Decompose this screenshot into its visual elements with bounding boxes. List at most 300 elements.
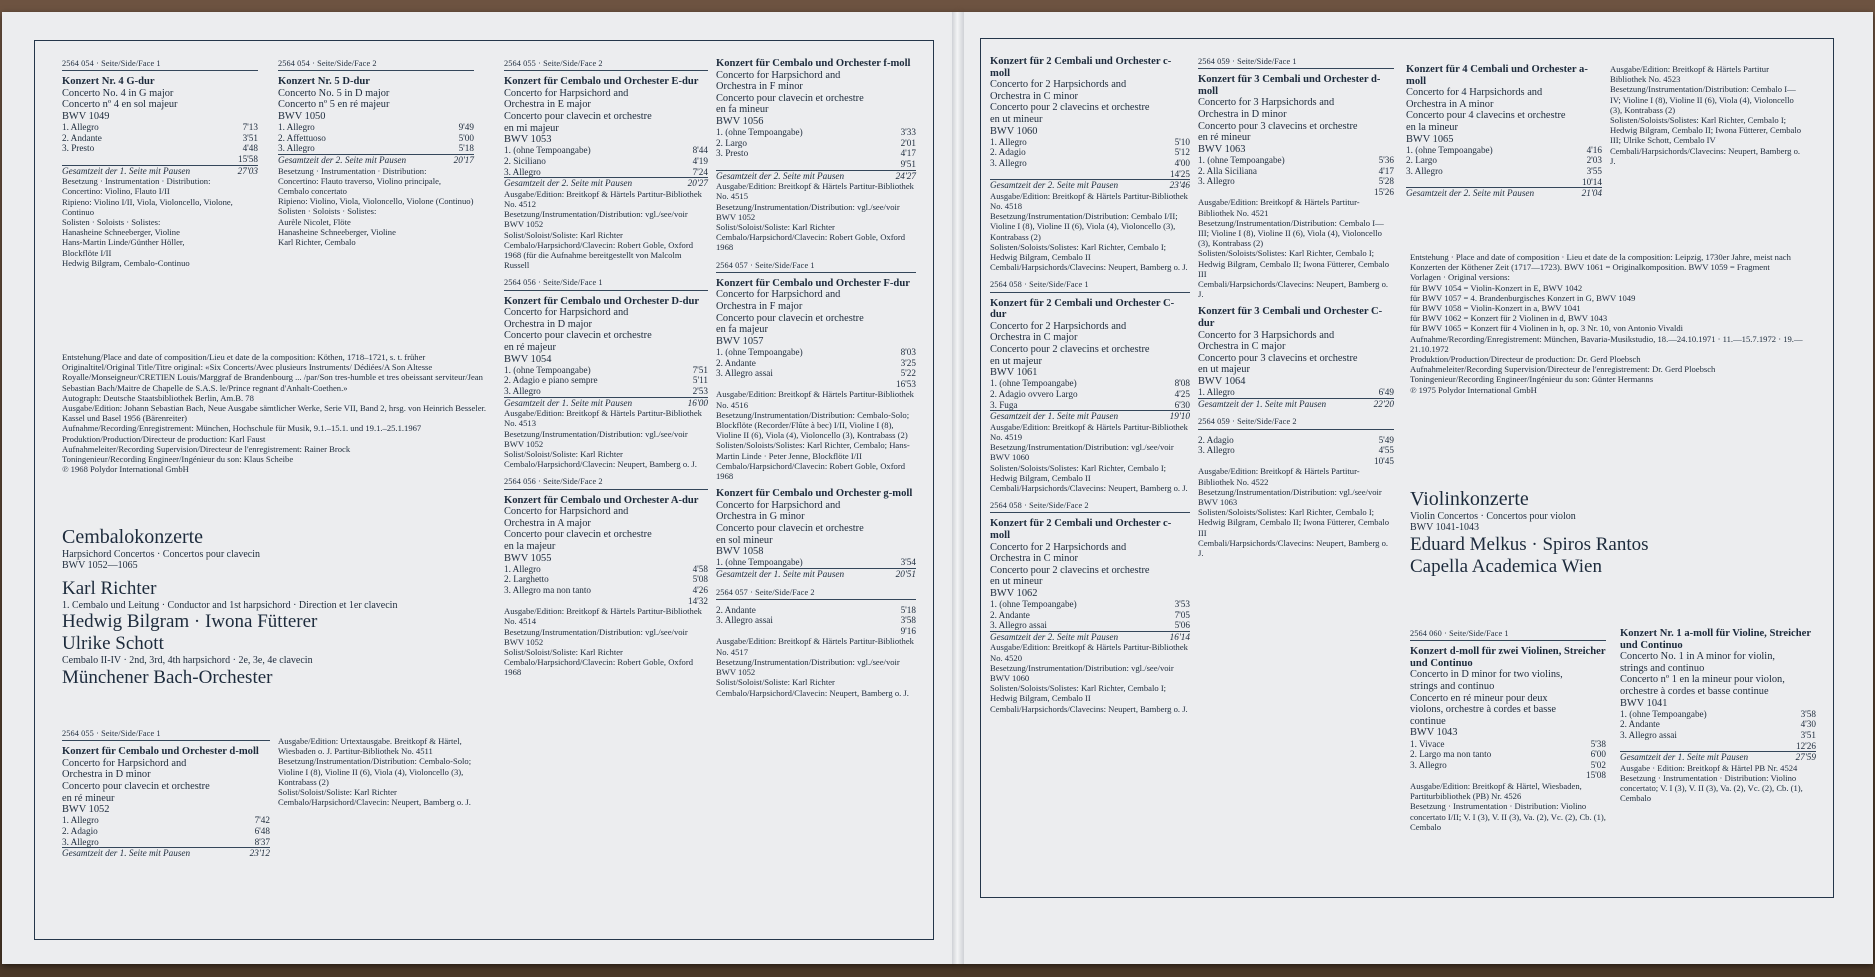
- track-duration: 5'22: [900, 368, 916, 379]
- side-total-row: [1406, 187, 1602, 199]
- credit-line: Ausgabe/Edition: Breitkopf & Härtel, Wiesbaden, Partiturbibliothek (PB) Nr. 4526: [1410, 780, 1582, 802]
- credit-line: Besetzung/Instrumentation/Distribution: vgl./see/voir BWV 1052: [716, 656, 900, 678]
- orchestra-capella: Capella Academica Wien: [1410, 555, 1602, 577]
- concerto-subtitle: Concerto for 2 Harpsichords and: [990, 79, 1127, 91]
- concerto-subtitle: Concerto No. 5 in D major: [278, 87, 390, 99]
- concerto-subtitle: Concerto pour clavecin et orchestre: [62, 780, 210, 792]
- credit-line: Besetzung/Instrumentation/Distribution: vgl./see/voir BWV 1052: [504, 428, 688, 449]
- right-col-1: [990, 56, 1190, 721]
- concerto-subtitle: Concerto for 2 Harpsichords and: [990, 320, 1127, 332]
- credit-line: Besetzung/Instrumentation/Distribution: vgl./see/voir BWV 1052: [716, 201, 900, 222]
- concerto-subtitle: Concerto for 2 Harpsichords and: [990, 541, 1127, 553]
- track-duration: 4'25: [1174, 388, 1190, 399]
- side-total-row: [716, 170, 916, 182]
- concerto-title: Konzert für Cembalo und Orchester F-dur: [716, 277, 910, 289]
- track-name: 1. Vivace: [1410, 738, 1445, 749]
- track-name: 1. (ohne Tempoangabe): [716, 127, 803, 138]
- track-row: [504, 167, 708, 178]
- catalog-line: 2564 058 · Seite/Side/Face 1: [990, 279, 1190, 292]
- concerto-subtitle: continue: [1410, 715, 1446, 727]
- right-col-3: [1406, 64, 1602, 206]
- concerto-block: [716, 260, 916, 482]
- concerto-subtitle: Concerto nº 1 en la mineur pour violon,: [1620, 674, 1785, 686]
- credit-line: Besetzung · Instrumentation · Distribution: Violino concertato I/II; V. I (3), V. II (3), Va. (2), Vc. (2), Cb. (1), Cembalo: [1410, 801, 1606, 832]
- artist-ulrike-schott: Ulrike Schott: [62, 633, 164, 655]
- track-duration: 5'11: [692, 375, 708, 386]
- track-row: [716, 605, 916, 616]
- credit-line: ℗ 1975 Polydor International GmbH: [1410, 384, 1537, 395]
- track-row: [1410, 770, 1606, 781]
- concerto-subtitle: Concerto pour 2 clavecins et orchestre: [990, 102, 1150, 114]
- violin-hero-bwv: BWV 1041-1043: [1410, 522, 1479, 534]
- left-bottom-1-notes: [278, 736, 488, 807]
- side-total-row: [1620, 751, 1816, 763]
- violin-hero-subtitle: Violin Concertos · Concertos pour violon: [1410, 511, 1576, 522]
- concerto-subtitle: Concerto pour clavecin et orchestre: [716, 92, 864, 104]
- bwv-number: BWV 1043: [1410, 727, 1458, 739]
- track-duration: 7'42: [254, 815, 270, 826]
- track-row: [990, 137, 1190, 148]
- credit-line: Besetzung/Instrumentation/Distribution: Cembalo I/II; Violine I (8), Violine II (6), Viola (4), Violoncello (3), Kontrabass (2): [990, 211, 1178, 242]
- side-total-label: Gesamtzeit der 2. Seite mit Pausen: [990, 631, 1119, 642]
- credit-line: Solisten · Soloists · Solistes:: [62, 216, 161, 227]
- credit-line: Concertino: Violino, Flauto I/II: [62, 186, 170, 197]
- bwv-number: BWV 1054: [504, 353, 552, 365]
- track-duration: 8'44: [692, 145, 708, 156]
- track-name: 2. Largo: [1406, 155, 1437, 166]
- side-total-label: Gesamtzeit der 1. Seite mit Pausen: [62, 165, 191, 176]
- concerto-subtitle: Concerto pour clavecin et orchestre: [504, 110, 652, 122]
- track-name: 2. Siciliano: [504, 155, 546, 166]
- booklet-spine: [952, 12, 964, 964]
- concerto-subtitle: Concerto for Harpsichord and: [504, 506, 629, 518]
- track-duration: 10'14: [1581, 176, 1602, 187]
- concerto-block: [716, 488, 916, 579]
- concerto-subtitle: Orchestra in A minor: [1406, 98, 1494, 110]
- track-duration: 8'08: [1174, 378, 1190, 389]
- credit-line: Besetzung/Instrumentation/Distribution: vgl./see/voir BWV 1063: [1198, 486, 1382, 507]
- track-row: [62, 122, 258, 133]
- concerto-subtitle: Concerto for Harpsichord and: [716, 69, 841, 81]
- credit-line: Cembalo/Harpsichord/Clavecin: Neupert, Bamberg o. J.: [278, 797, 471, 808]
- credit-line: Aufnahme/Recording/Enregistrement: München, Hochschule für Musik, 9.1.–15.1. und 19.1.–25.1.1967: [62, 423, 422, 434]
- track-duration: 6'30: [1174, 399, 1190, 410]
- track-row: [716, 138, 916, 149]
- track-row: [716, 379, 916, 390]
- credit-line: Cembalo/Harpsichord/Clavecin: Robert Goble, Oxford 1968: [504, 657, 694, 678]
- credit-line: Ripieno: Violino, Viola, Violoncello, Violone (Continuo): [278, 196, 474, 207]
- concerto-subtitle: en ré mineur: [62, 792, 115, 804]
- credit-line: Solisten/Soloists/Solistes: Karl Richter, Cembalo I; Hedwig Bilgram, Cembalo II; Iwona Fütterer, Cembalo III; Ulrike Schott, Cembalo IV: [1610, 115, 1802, 146]
- track-row: [990, 389, 1190, 400]
- concerto-subtitle: Orchestra in G minor: [716, 511, 805, 523]
- side-total-time: 19'10: [1169, 411, 1190, 422]
- credit-line: ℗ 1968 Polydor International GmbH: [62, 464, 189, 475]
- side-total-label: Gesamtzeit der 2. Seite mit Pausen: [504, 178, 633, 189]
- bwv-number: BWV 1065: [1406, 133, 1454, 145]
- track-name: 2. Adagio: [1198, 434, 1234, 445]
- track-row: [1406, 177, 1602, 188]
- track-duration: 12'26: [1795, 740, 1816, 751]
- track-duration: 15'58: [237, 153, 258, 164]
- bwv-number: BWV 1064: [1198, 375, 1246, 387]
- concerto-title: Konzert für 3 Cembali und Orchester C-dur: [1198, 306, 1383, 329]
- track-duration: 4'00: [1174, 157, 1190, 168]
- track-row: [62, 826, 270, 837]
- credit-line: Solisten/Soloists/Solistes: Karl Richter, Cembalo; Hans-Martin Linde · Peter Jenne, Blockflöte I/II: [716, 440, 910, 461]
- track-name: 3. Fuga: [990, 399, 1018, 410]
- credit-line: Aurèle Nicolet, Flöte: [278, 216, 351, 227]
- concerto-subtitle: Concerto pour 4 clavecins et orchestre: [1406, 110, 1566, 122]
- concerto-subtitle: strings and continuo: [1410, 680, 1495, 692]
- right-info: [1410, 252, 1810, 395]
- concerto-subtitle: Concerto pour clavecin et orchestre: [716, 522, 864, 534]
- track-row: [1406, 155, 1602, 166]
- track-duration: 5'06: [1174, 620, 1190, 631]
- credit-line: Cembalo/Harpsichord/Clavecin: Robert Goble, Oxford 1968 (für die Aufnahme bereitgestellt von Malcolm Russell: [504, 239, 694, 271]
- credit-line: Aufnahmeleiter/Recording Supervision/Directeur de l'enregistrement: Dr. Gerd Ploebsch: [1410, 364, 1716, 375]
- credit-line: Cembalo/Harpsichord/Clavecin: Robert Goble, Oxford 1968: [716, 460, 906, 481]
- track-row: [716, 615, 916, 626]
- track-duration: 3'58: [1800, 708, 1816, 719]
- track-duration: 5'28: [1378, 176, 1394, 187]
- concerto-block: [1620, 628, 1816, 804]
- track-row: [716, 368, 916, 379]
- track-name: 1. (ohne Tempoangabe): [716, 557, 803, 568]
- track-name: 2. Largo ma non tanto: [1410, 749, 1492, 760]
- track-duration: 3'54: [900, 557, 916, 568]
- track-row: [1410, 739, 1606, 750]
- credit-line: Produktion/Production/Directeur de production: Karl Faust: [62, 433, 266, 444]
- concerto-subtitle: Concerto pour clavecin et orchestre: [716, 312, 864, 324]
- track-name: 1. (ohne Tempoangabe): [1406, 144, 1493, 155]
- concerto-block: [1198, 306, 1394, 409]
- track-duration: 3'51: [1800, 729, 1816, 740]
- track-duration: 4'16: [1586, 144, 1602, 155]
- credit-line: Ausgabe/Edition: Breitkopf & Härtels Partitur-Bibliothek No. 4515: [716, 181, 914, 202]
- concerto-title: Konzert für 2 Cembali und Orchester c-moll: [990, 518, 1172, 541]
- track-name: 1. Allegro: [62, 122, 99, 133]
- bwv-number: BWV 1053: [504, 134, 552, 146]
- credit-line: für BWV 1054 = Violin-Konzert in E, BWV 1042: [1410, 282, 1583, 293]
- credit-line: Autograph: Deutsche Staatsbibliothek Berlin, Am.B. 78: [62, 392, 254, 403]
- side-total-time: 21'04: [1581, 188, 1602, 199]
- track-duration: 6'48: [254, 825, 270, 836]
- side-total-row: [62, 165, 258, 177]
- concerto-subtitle: en ut majeur: [990, 355, 1042, 367]
- artist-karl-richter-role: 1. Cembalo und Leitung · Conductor and 1st harpsichord · Direction et 1er clavecin: [62, 599, 398, 611]
- concerto-subtitle: Orchestra in E major: [504, 99, 591, 111]
- track-row: [716, 159, 916, 170]
- track-row: [1406, 166, 1602, 177]
- track-duration: 3'25: [900, 357, 916, 368]
- track-row: [504, 585, 708, 596]
- right-violin-2: [1620, 628, 1816, 811]
- credit-line: Cembalo/Harpsichord/Clavecin: Robert Goble, Oxford 1968: [716, 232, 906, 253]
- credit-line: Aufnahme/Recording/Enregistrement: München, Bavaria-Musikstudio, 18.—24.10.1971 · 11.—15.7.1972 · 19.—21.10.1972: [1410, 333, 1803, 354]
- track-name: 1. Allegro: [1198, 387, 1235, 398]
- track-duration: 5'38: [1590, 738, 1606, 749]
- track-duration: 5'08: [692, 574, 708, 585]
- left-credits: [62, 352, 496, 474]
- track-duration: 4'26: [692, 584, 708, 595]
- side-total-time: 16'00: [687, 397, 708, 408]
- hero-subtitle: Harpsichord Concertos · Concertos pour clavecin: [62, 549, 260, 560]
- concerto-subtitle: Concerto en ré mineur pour deux: [1410, 692, 1548, 704]
- credit-line: Hanasheine Schneeberger, Violine: [62, 227, 180, 238]
- track-row: [1620, 741, 1816, 752]
- credit-line: Ausgabe/Edition: Breitkopf & Härtels Partitur Bibliothek No. 4523: [1610, 64, 1769, 85]
- orchestra-name: Münchener Bach-Orchester: [62, 666, 273, 688]
- track-row: [716, 557, 916, 568]
- concerto-subtitle: Concerto nº 4 en sol majeur: [62, 99, 178, 111]
- concerto-subtitle: orchestre à cordes et basse continue: [1620, 685, 1769, 697]
- track-duration: 2'03: [1586, 155, 1602, 166]
- credit-line: Hans-Martin Linde/Günther Höller,: [62, 237, 185, 248]
- credit-line: Cembali/Harpsichords/Clavecins: Neupert, Bamberg o. J.: [990, 262, 1188, 273]
- catalog-line: 2564 054 · Seite/Side/Face 1: [62, 58, 258, 71]
- track-row: [990, 610, 1190, 621]
- credit-line: Solisten/Soloists/Solistes: Karl Richter, Cembalo I; Hedwig Bilgram, Cembalo II: [990, 241, 1167, 262]
- concerto-subtitle: violons, orchestre à cordes et basse: [1410, 704, 1556, 716]
- side-total-label: Gesamtzeit der 2. Seite mit Pausen: [716, 170, 845, 181]
- concerto-block: [504, 277, 708, 469]
- catalog-line: 2564 058 · Seite/Side/Face 2: [990, 500, 1190, 513]
- bwv-number: BWV 1057: [716, 335, 764, 347]
- concerto-title: Konzert Nr. 4 G-dur: [62, 76, 155, 88]
- side-total-row: [716, 568, 916, 580]
- credit-line: Besetzung · Instrumentation · Distribution:: [62, 176, 211, 187]
- track-duration: 16'53: [895, 378, 916, 389]
- track-name: 3. Allegro: [62, 836, 99, 847]
- credit-line: Entstehung · Place and date of composition · Lieu et date de la composition: Leipzig, 1730er Jahre, meist nach Konzerten der Köthener Zeit (1717—1723). BWV 1061 = Originalkomposition. BWV 1059 = Fragment: [1410, 252, 1791, 273]
- right-col-2: [1198, 56, 1394, 565]
- side-total-time: 24'27: [895, 170, 916, 181]
- track-row: [1620, 730, 1816, 741]
- track-row: [1620, 709, 1816, 720]
- side-total-row: [504, 177, 708, 189]
- track-duration: 9'16: [900, 625, 916, 636]
- track-row: [716, 358, 916, 369]
- side-total-row: [504, 397, 708, 409]
- concerto-title: Konzert für 3 Cembali und Orchester d-moll: [1198, 74, 1381, 97]
- track-duration: 4'58: [692, 563, 708, 574]
- credit-line: Ausgabe/Edition: Breitkopf & Härtels Partitur-Bibliothek No. 4521: [1198, 197, 1360, 218]
- bwv-number: BWV 1061: [990, 367, 1038, 379]
- concerto-subtitle: en sol mineur: [716, 534, 773, 546]
- track-duration: 6'49: [1378, 387, 1394, 398]
- concerto-block: [990, 500, 1190, 714]
- track-name: 2. Andante: [716, 604, 756, 615]
- concerto-subtitle: Orchestra in F major: [716, 300, 803, 312]
- track-name: 3. Allegro: [504, 166, 541, 177]
- side-total-row: [1198, 398, 1394, 410]
- track-duration: 7'24: [692, 166, 708, 177]
- credit-line: Besetzung · Instrumentation · Distribution:: [278, 165, 427, 176]
- credit-line: Ausgabe/Edition: Breitkopf & Härtels Partitur-Bibliothek No. 4519: [990, 421, 1188, 442]
- track-name: 2. Adagio e piano sempre: [504, 375, 598, 386]
- credit-line: Ripieno: Violino I/II, Viola, Violoncello, Violone, Continuo: [62, 196, 233, 217]
- track-row: [504, 574, 708, 585]
- track-row: [1620, 719, 1816, 730]
- credit-line: Hanasheine Schneeberger, Violine: [278, 226, 396, 237]
- track-row: [990, 169, 1190, 180]
- concerto-title: Konzert für Cembalo und Orchester g-moll: [716, 488, 913, 500]
- concerto-subtitle: Orchestra in D minor: [62, 769, 151, 781]
- track-row: [504, 365, 708, 376]
- track-duration: 8'37: [254, 836, 270, 847]
- track-duration: 3'55: [1586, 165, 1602, 176]
- track-row: [1198, 456, 1394, 467]
- concerto-block: [1198, 56, 1394, 299]
- track-duration: 5'12: [1174, 147, 1190, 158]
- concerto-subtitle: en ré mineur: [1198, 132, 1251, 144]
- credit-line: Entstehung/Place and date of composition/Lieu et date de la composition: Köthen, 1718–1721, s. t. früher: [62, 352, 426, 362]
- side-total-row: [990, 179, 1190, 191]
- track-name: 2. Adagio: [62, 825, 98, 836]
- side-total-time: 20'17: [453, 154, 474, 165]
- artist-melkus-rantos: Eduard Melkus · Spiros Rantos: [1410, 533, 1649, 555]
- side-total-row: [278, 154, 474, 166]
- concerto-title: Konzert für Cembalo und Orchester f-moll: [716, 58, 911, 69]
- concerto-block: [990, 279, 1190, 493]
- artist-bilgram-futterer: Hedwig Bilgram · Iwona Fütterer: [62, 611, 318, 633]
- credit-line: Ausgabe/Edition: Breitkopf & Härtels Partitur-Bibliothek No. 4513: [504, 408, 702, 429]
- track-row: [1410, 760, 1606, 771]
- credit-line: Solisten/Soloists/Solistes: Karl Richter, Cembalo I; Hedwig Bilgram, Cembalo II: [990, 462, 1167, 483]
- side-total-time: 23'46: [1169, 180, 1190, 191]
- track-duration: 5'00: [458, 132, 474, 143]
- concerto-title: Konzert Nr. 5 D-dur: [278, 76, 370, 88]
- concerto-title: Konzert für 2 Cembali und Orchester c-moll: [990, 56, 1172, 79]
- concerto-subtitle: Concerto No. 1 in A minor for violin,: [1620, 651, 1775, 663]
- concerto-subtitle: Concerto in D minor for two violins,: [1410, 669, 1563, 681]
- track-row: [1198, 435, 1394, 446]
- credit-line: Ausgabe/Edition: Breitkopf & Härtels Partitur-Bibliothek No. 4520: [990, 642, 1188, 663]
- concerto-subtitle: Concerto pour 3 clavecins et orchestre: [1198, 352, 1358, 364]
- left-col-1: [62, 58, 258, 275]
- credit-line: für BWV 1058 = Violin-Konzert in a, BWV 1041: [1410, 303, 1581, 314]
- credit-line: Cembali/Harpsichords/Clavecins: Neupert, Bamberg o. J.: [1198, 278, 1389, 300]
- credit-line: Besetzung/Instrumentation/Distribution: Cembalo I—IV; Violine I (8), Violine II (6), Viola (4), Violoncello (3), Kontrabass (2): [1610, 84, 1796, 115]
- concerto-subtitle: Orchestra in C major: [1198, 341, 1286, 353]
- concerto-subtitle: Orchestra in C major: [990, 332, 1078, 344]
- catalog-line: 2564 055 · Seite/Side/Face 1: [62, 728, 270, 741]
- concerto-block: [504, 476, 708, 677]
- concerto-subtitle: Concerto nº 5 en ré majeur: [278, 99, 390, 111]
- side-total-label: Gesamtzeit der 1. Seite mit Pausen: [62, 848, 191, 859]
- catalog-line: 2564 054 · Seite/Side/Face 2: [278, 58, 474, 71]
- left-bottom-1: [62, 728, 270, 866]
- concerto-subtitle: en ré majeur: [504, 341, 556, 353]
- track-row: [716, 626, 916, 637]
- credit-line: Cembalo/Harpsichord/Clavecin: Neupert, Bamberg o. J.: [716, 687, 909, 698]
- track-row: [278, 122, 474, 133]
- credit-line: Toningenieur/Recording Engineer/Ingénieur du son: Klaus Scheibe: [62, 454, 294, 465]
- track-name: 2. Larghetto: [504, 574, 549, 585]
- track-name: 1. (ohne Tempoangabe): [716, 346, 803, 357]
- track-row: [990, 599, 1190, 610]
- credit-line: Cembali/Harpsichords/Clavecins: Neupert, Bamberg o. J.: [990, 482, 1188, 493]
- credit-line: Originaltitel/Original Title/Titre original: «Six Concerts/Avec plusieurs Instruments/ Dédiées/A Son Altesse Royalle/Monseigneur/CRETIEN Louis/Marggraf de Brandenbourg ... /par/Son tres-humble et tres obeissant serviteur/Jean Sebastian Bach/Maitre de Chapelle de S.A.S. le/Prince regnant d'Anhalt-Coethen.»: [62, 362, 483, 393]
- side-total-time: 27'03: [237, 165, 258, 176]
- track-name: 2. Andante: [62, 132, 102, 143]
- track-duration: 5'10: [1174, 136, 1190, 147]
- violin-hero-title: Violinkonzerte: [1410, 488, 1529, 510]
- left-col-4: [716, 58, 916, 705]
- track-name: 3. Allegro: [1410, 759, 1447, 770]
- concerto-block: [278, 58, 474, 247]
- catalog-line: 2564 059 · Seite/Side/Face 2: [1198, 416, 1394, 429]
- track-row: [62, 837, 270, 848]
- credit-line: Solist/Soloist/Soliste: Karl Richter: [716, 677, 835, 688]
- credit-line: Cembalo/Harpsichord/Clavecin: Neupert, Bamberg o. J.: [504, 459, 697, 470]
- track-name: 1. (ohne Tempoangabe): [1198, 154, 1285, 165]
- track-row: [990, 147, 1190, 158]
- track-row: [504, 145, 708, 156]
- side-total-time: 16'14: [1169, 631, 1190, 642]
- track-name: 1. Allegro: [62, 815, 99, 826]
- concerto-subtitle: Orchestra in C minor: [990, 553, 1079, 565]
- concerto-subtitle: Concerto for Harpsichord and: [504, 307, 629, 319]
- track-name: 1. Allegro: [504, 563, 541, 574]
- credit-line: Ausgabe/Edition: Breitkopf & Härtels Partitur-Bibliothek No. 4517: [716, 636, 914, 657]
- side-total-time: 27'59: [1795, 752, 1816, 763]
- track-duration: 4'19: [692, 155, 708, 166]
- right-hero: [1410, 488, 1810, 578]
- track-row: [1198, 155, 1394, 166]
- concerto-title: Konzert für 4 Cembali und Orchester a-moll: [1406, 64, 1588, 87]
- track-duration: 5'49: [1378, 434, 1394, 445]
- credit-line: Besetzung/Instrumentation/Distribution: vgl./see/voir BWV 1060: [990, 662, 1174, 684]
- concerto-title: Konzert Nr. 1 a-moll für Violine, Streicher und Continuo: [1620, 628, 1811, 651]
- credit-line: Ausgabe/Edition: Breitkopf & Härtels Partitur-Bibliothek No. 4512: [504, 188, 702, 209]
- concerto-title: Konzert für Cembalo und Orchester D-dur: [504, 295, 700, 307]
- credit-line: Ausgabe/Edition: Breitkopf & Härtels Partitur-Bibliothek No. 4518: [990, 190, 1188, 211]
- credit-line: Solisten/Soloists/Solistes: Karl Richter, Cembalo I; Hedwig Bilgram, Cembalo II; Iwona Fütterer, Cembalo III: [1198, 248, 1390, 279]
- track-duration: 3'53: [1174, 599, 1190, 610]
- credit-line: Solist/Soloist/Soliste: Karl Richter: [504, 448, 623, 459]
- concerto-block: [504, 58, 708, 270]
- bwv-number: BWV 1052: [62, 804, 110, 816]
- track-row: [1198, 166, 1394, 177]
- credit-line: Cembali/Harpsichords/Clavecins: Neupert, Bamberg o. J.: [1198, 537, 1389, 558]
- side-total-row: [990, 410, 1190, 422]
- track-name: 1. (ohne Tempoangabe): [504, 364, 591, 375]
- concerto-subtitle: en la majeur: [504, 540, 556, 552]
- side-total-row: [990, 631, 1190, 643]
- track-name: 3. Allegro: [278, 143, 315, 154]
- track-duration: 5'02: [1590, 759, 1606, 770]
- bwv-number: BWV 1055: [504, 552, 552, 564]
- side-total-label: Gesamtzeit der 1. Seite mit Pausen: [716, 568, 845, 579]
- track-duration: 3'33: [900, 127, 916, 138]
- concerto-subtitle: strings and continuo: [1620, 662, 1705, 674]
- track-name: 3. Allegro assai: [1620, 729, 1677, 740]
- credit-line: Ausgabe/Edition: Urtextausgabe. Breitkopf & Härtel, Wiesbaden o. J. Partitur-Bibliothek No. 4511: [278, 736, 462, 757]
- track-row: [990, 620, 1190, 631]
- track-name: 2. Adagio: [990, 147, 1026, 158]
- bwv-number: BWV 1062: [990, 587, 1038, 599]
- track-row: [504, 564, 708, 575]
- track-name: 3. Allegro assai: [990, 620, 1047, 631]
- concerto-title: Konzert für 2 Cembali und Orchester C-dur: [990, 297, 1175, 321]
- track-name: 2. Andante: [716, 357, 756, 368]
- side-total-label: Gesamtzeit der 2. Seite mit Pausen: [278, 154, 407, 165]
- credit-line: Ausgabe/Edition: Johann Sebastian Bach, Neue Ausgabe sämtlicher Werke, Serie VII, Band 2, hrsg. von Heinrich Besseler. Kassel und Basel 1956 (Bärenreiter): [62, 403, 487, 424]
- concerto-subtitle: en mi majeur: [504, 122, 559, 134]
- track-name: 1. (ohne Tempoangabe): [1620, 708, 1707, 719]
